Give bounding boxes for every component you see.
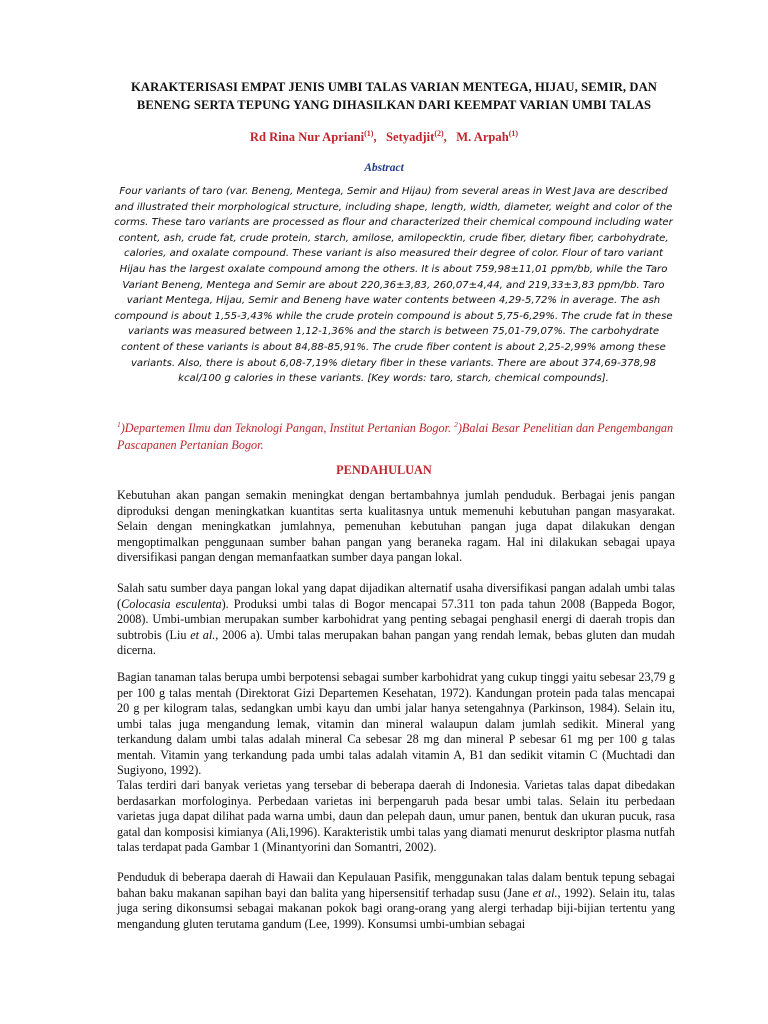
author-2: Setyadjit$^{(2)}$, [386,129,457,144]
paper-title: KARAKTERISASI EMPAT JENIS UMBI TALAS VARIAN MENTEGA, HIJAU, SEMIR, DAN BENENG SERTA TEPUNG YANG DIHASILKAN DARI KEEMPAT VARIAN UMBI TALAS [131,80,657,112]
paragraph-5: Penduduk di beberapa daerah di Hawaii dan Kepulauan Pasifik, menggunakan talas dalam bentuk tepung sebagai bahan baku makanan sapihan bayi dan balita yang hipersensitif terhadap susu (Jane et al., 1992). Selain itu, talas juga sering dikonsumsi sebagai makanan pokok bagi orang-orang yang alergi terhadap biji-bijian tertentu yang mengandung gluten terutama gandum (Lee, 1999). Konsumsi umbi-umbian sebagai [117,870,675,931]
paragraph-2: Salah satu sumber daya pangan lokal yang dapat dijadikan alternatif usaha diversifikasi pangan adalah umbi talas (Colocasia esculenta). Produksi umbi talas di Bogor mencapai 57.311 ton pada tahun 2008 (Bappeda Bogor, 2008). Umbi-umbian merupakan sumber karbohidrat yang penting sebagai penghasil energi di daerah tropis dan subtrobis (Liu et al., 2006 a). Umbi talas merupakan bahan pangan yang rendah lemak, bebas gluten dan mudah dicerna. [117,581,676,657]
abstract-heading: Abstract [364,162,404,174]
paragraph-3: Bagian tanaman talas berupa umbi berpotensi sebagai sumber karbohidrat yang cukup tinggi yaitu sebesar 23,79 g per 100 g talas mentah (Direktorat Gizi Departemen Kesehatan, 1972). Kandungan protein pada talas mencapai 20 g per kilogram talas, sedangkan umbi kayu dan umbi jalar hanya setengahnya (Parkinson, 1984). Selain itu, umbi talas juga mengandung lemak, vitamin dan mineral walaupun dalam jumlah sedikit. Mineral yang terkandung dalam umbi talas adalah mineral Ca sebesar 28 mg dan mineral P sebesar 61 mg per 100 g talas mentah. Vitamin yang terkandung pada umbi talas adalah vitamin A, B1 dan sedikit vitamin C (Muchtadi dan Sugiyono, 1992). [117,670,675,777]
author-line [0,129,768,145]
author-3: M. Arpah$^{(1)}$ [456,129,519,144]
paragraph-1: Kebutuhan akan pangan semakin meningkat dengan bertambahnya jumlah penduduk. Berbagai jenis pangan diproduksi dengan meningkatkan kuantitas serta kualitasnya untuk memenuhi kebutuhan pangan masyarakat. Selain dengan meningkatkan jumlahnya, pemenuhan kebutuhan pangan juga dapat dilakukan dengan mengoptimalkan penggunaan sumber bahan pangan yang beraneka ragam. Hal ini dilakukan sebagai upaya diversifikasi pangan dengan memanfaatkan sumber daya pangan lokal. [117,488,675,564]
section-heading-pendahuluan: PENDAHULUAN [336,463,432,477]
abstract-text: Four variants of taro (var. Beneng, Mentega, Semir and Hijau) from several areas in West Java are described and illustrated their morphological structure, including shape, length, width, diameter, weight and color of the corms. These taro variants are processed as flour and characterized their chemical compound including water content, ash, crude fat, crude protein, starch, amilose, amilopecktin, crude fiber, dietary fiber, carbohydrate, calories, and oxalate compound. These variant is also measured their degree of color. Flour of taro variant Hijau has the largest oxalate compound among the others. It is about 759,98±11,01 ppm/bb, while the Taro Variant Beneng, Mentega and Semir are about 220,36±3,83, 260,07±4,44, and 219,33±3,83 ppm/bb. Taro variant Mentega, Hijau, Semir and Beneng have water contents between 4,29-5,72% in average. The ash compound is about 1,55-3,43% while the crude protein compound is about 5,75-6,29%. The crude fat in these variants was measured between 1,12-1,36% and the starch is between 75,01-79,07%. The carbohydrate content of these variants is about 84,88-85,91%. The crude fiber content is about 2,25-2,99% among these variants. Also, there is about 6,08-7,19% dietary fiber in these variants. There are about 374,69-378,98 kcal/100 g calories in these variants. [Key words: taro, starch, chemical compounds]. [114,186,673,385]
author-1: Rd Rina Nur Apriani$^{(1)}$, [249,129,387,144]
paragraph-4: Talas terdiri dari banyak verietas yang tersebar di beberapa daerah di Indonesia. Varietas talas dapat dibedakan berdasarkan morfologinya. Perbedaan varietas ini berpengaruh pada besar umbi talas. Selain itu perbedaan varietas juga dapat dilihat pada warna umbi, daun dan pelepah daun, umur panen, bentuk dan ukuran pucuk, rasa gatal dan komposisi kimianya (Ali,1996). Karakteristik umbi talas yang diamati menurut deskriptor plasma nutfah talas terdapat pada Gambar 1 (Minantyorini dan Somantri, 2002). [117,778,675,854]
affiliations: $^1$)Departemen Ilmu dan Teknologi Pangan, Institut Pertanian Bogor. $^2$)Balai Besar Penelitian dan Pengembangan Pascapanen Pertanian Bogor. [117,420,674,452]
